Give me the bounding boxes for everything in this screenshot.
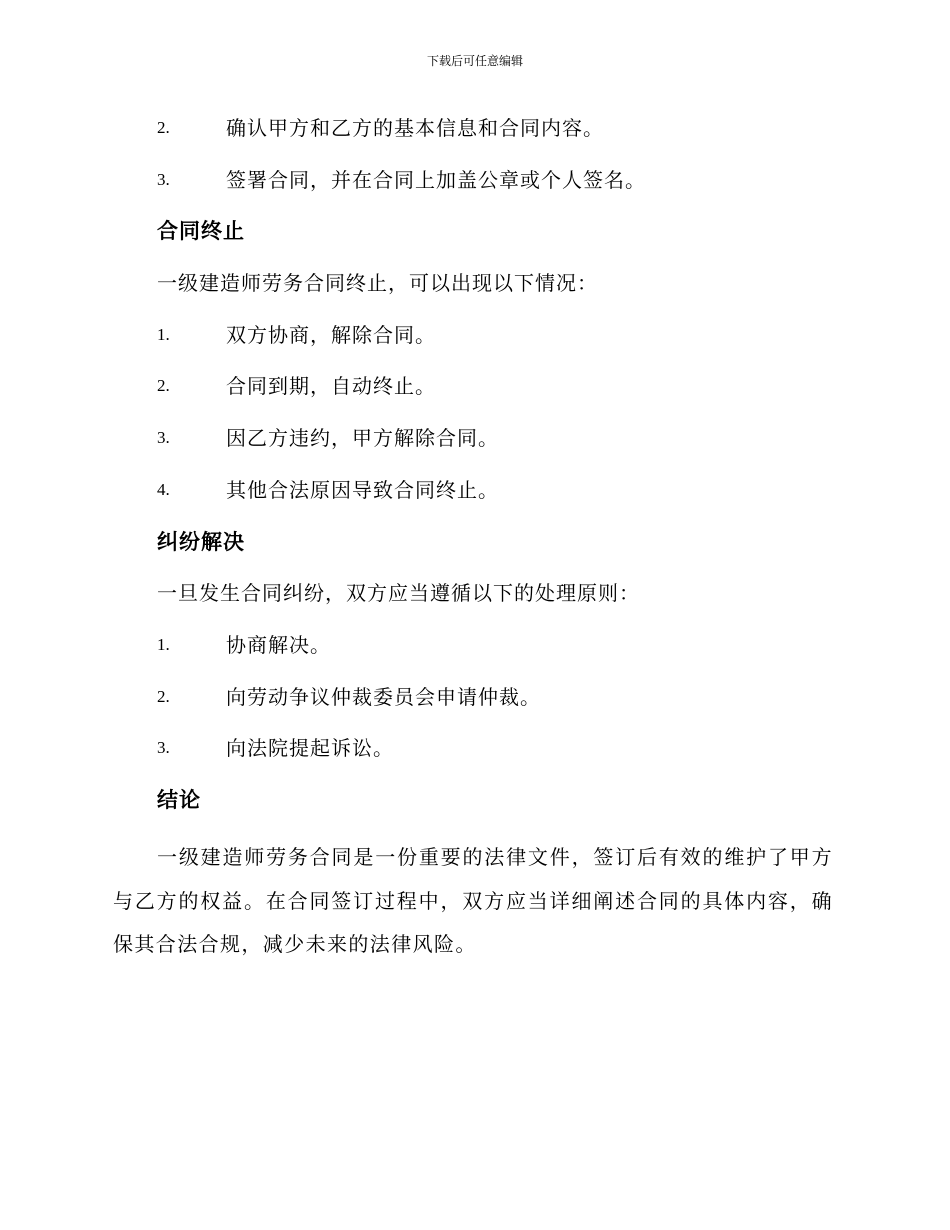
list-item xyxy=(0,682,950,712)
dispute-intro: 一旦发生合同纠纷，双方应当遵循以下的处理原则： xyxy=(157,581,640,605)
list-item-text: 向法院提起诉讼。 xyxy=(226,736,394,760)
list-item xyxy=(0,733,950,763)
section-heading-conclusion: 结论 xyxy=(157,788,201,812)
list-item-text: 签署合同，并在合同上加盖公章或个人签名。 xyxy=(226,168,646,192)
list-item-number: 2. xyxy=(157,376,170,395)
list-item-number: 4. xyxy=(157,480,170,499)
page-header: 下载后可任意编辑 xyxy=(426,54,523,68)
list-item xyxy=(0,113,950,143)
list-item-number: 1. xyxy=(157,325,170,344)
section-heading-dispute: 纠纷解决 xyxy=(157,530,245,554)
list-item-number: 2. xyxy=(157,118,170,137)
conclusion-paragraph: 一级建造师劳务合同是一份重要的法律文件，签订后有效的维护了甲方与乙方的权益。在合同签订过程中，双方应当详细阐述合同的具体内容，确保其合法合规，减少未来的法律风险。 xyxy=(113,845,833,956)
list-item-text: 合同到期，自动终止。 xyxy=(226,374,436,398)
list-item-text: 协商解决。 xyxy=(226,633,331,657)
list-item-number: 3. xyxy=(157,170,170,189)
list-item xyxy=(0,423,950,453)
list-item-number: 3. xyxy=(157,428,170,447)
list-item xyxy=(0,320,950,350)
list-item-text: 双方协商，解除合同。 xyxy=(226,323,436,347)
list-item-text: 其他合法原因导致合同终止。 xyxy=(226,478,499,502)
list-item-text: 确认甲方和乙方的基本信息和合同内容。 xyxy=(226,116,604,140)
list-item-text: 因乙方违约，甲方解除合同。 xyxy=(226,426,499,450)
list-item xyxy=(0,165,950,195)
list-item-number: 1. xyxy=(157,635,170,654)
termination-intro: 一级建造师劳务合同终止，可以出现以下情况： xyxy=(157,271,598,295)
list-item xyxy=(0,475,950,505)
section-heading-termination: 合同终止 xyxy=(157,219,245,243)
list-item xyxy=(0,630,950,660)
list-item-number: 3. xyxy=(157,738,170,757)
list-item-text: 向劳动争议仲裁委员会申请仲裁。 xyxy=(226,685,541,709)
list-item xyxy=(0,371,950,401)
list-item-number: 2. xyxy=(157,687,170,706)
